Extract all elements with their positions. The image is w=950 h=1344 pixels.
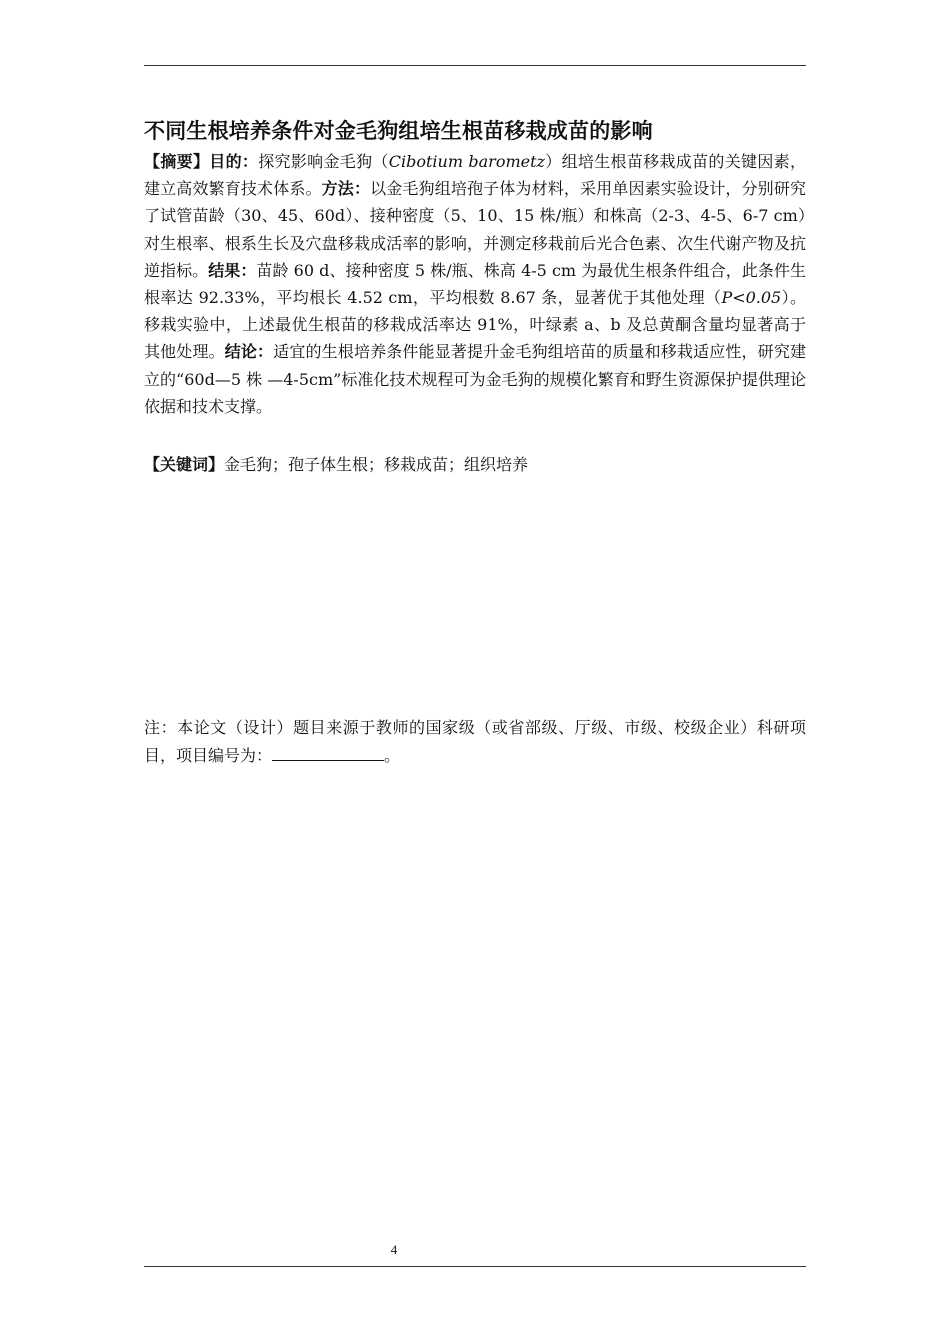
methods-label: 方法： — [321, 179, 371, 199]
objective-label: 目的： — [209, 152, 259, 171]
abstract-label: 【摘要】 — [144, 152, 210, 171]
abstract-paragraph — [144, 148, 806, 420]
keywords-text: 金毛狗；孢子体生根；移栽成苗；组织培养 — [224, 455, 529, 474]
keywords-line — [144, 451, 806, 478]
conclusion-label: 结论： — [224, 342, 274, 362]
results-text: 苗龄 60 d、接种密度 5 株/瓶、株高 4-5 cm 为最优生根条件组合，此条件生根率达 92.33%，平均根长 4.52 cm，平均根数 8.67 条，显著优于其他处理（ — [144, 260, 806, 308]
note-text: 注：本论文（设计）题目来源于教师的国家级（或省部级、厅级、市级、校级企业）科研项目，项目编号为： — [144, 718, 806, 765]
results-label: 结果： — [208, 260, 257, 280]
note-end: 。 — [384, 745, 401, 765]
objective-text: 探究影响金毛狗（ — [258, 152, 389, 171]
methods-text: 以金毛狗组培孢子体为材料，采用单因素实验设计，分别研究了试管苗龄（30、45、60d）、接种密度（5、10、15 株/瓶）和株高（2-3、4-5、6-7 cm）对生根率、根系生长及穴盘移栽成活率的影响，并测定移栽前后光合色素、次生代谢产物及抗逆指标。 — [144, 179, 806, 280]
p-value: P<0.05 — [721, 288, 782, 308]
footer-rule — [144, 1266, 806, 1267]
paper-title: 不同生根培养条件对金毛狗组培生根苗移栽成苗的影响 — [144, 118, 653, 143]
keywords-label: 【关键词】 — [144, 455, 225, 474]
species-name: Cibotium barometz — [388, 152, 545, 171]
results-text-end: ）。移栽实验中，上述最优生根苗的移栽成活率达 91%，叶绿素 a、b 及总黄酮含量均显著高于其他处理。 — [144, 288, 806, 362]
objective-text-end: ）组培生根苗移栽成苗的关键因素，建立高效繁育技术体系。 — [144, 152, 806, 199]
page-number: 4 — [390, 1242, 398, 1257]
project-number-blank — [272, 744, 384, 761]
conclusion-text: 适宜的生根培养条件能显著提升金毛狗组培苗的质量和移栽适应性，研究建立的“60d—5 株 —4-5cm”标准化技术规程可为金毛狗的规模化繁育和野生资源保护提供理论依据和技术支撑。 — [144, 342, 806, 416]
header-rule — [144, 65, 806, 66]
project-note — [144, 714, 806, 769]
